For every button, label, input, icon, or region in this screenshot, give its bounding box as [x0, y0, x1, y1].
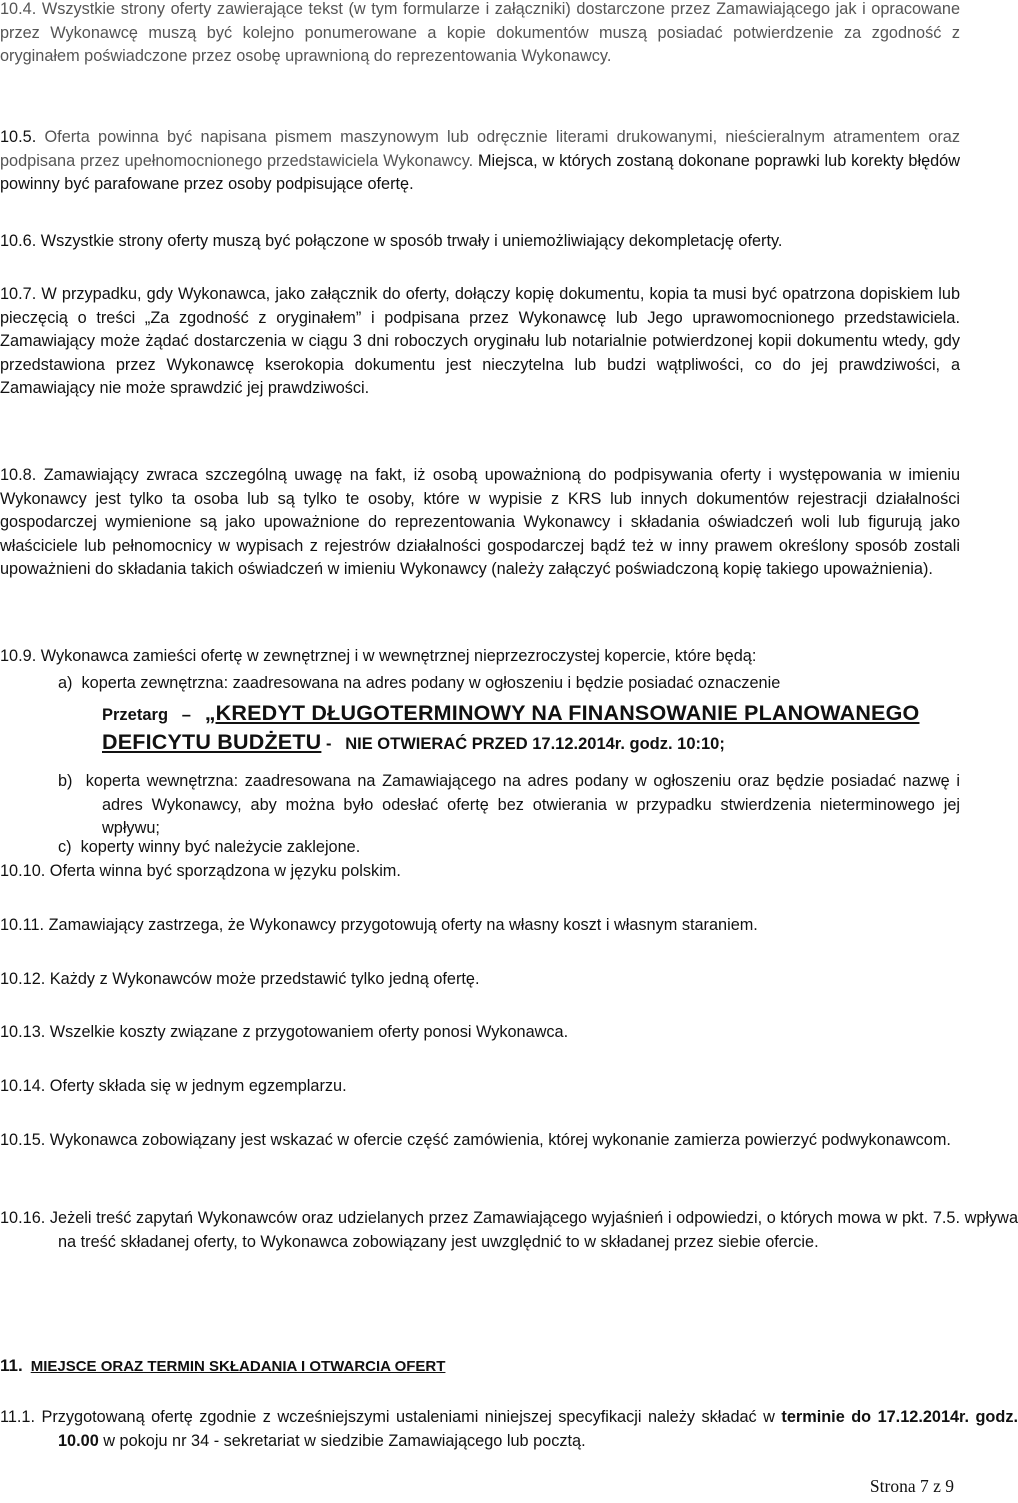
paragraph-11-1 — [0, 1406, 1018, 1453]
paragraph-text: 11.1. Przygotowaną ofertę zgodnie z wcześniejszymi ustaleniami niniejszej specyfikacji należy składać w — [0, 1408, 782, 1426]
paragraph-10-10 — [0, 860, 960, 884]
paragraph-text: Wszystkie strony oferty zawierające tekst (w tym formularze i załączniki) dostarczone przez Zamawiającego jak i opracowane przez Wykonawcę muszą być kolejno ponumerowane a kopie dokumentów muszą posiadać potwierdzenie za zgodność z oryginałem poświadczone przez osobę uprawnioną do reprezentowania Wykonawcy. — [0, 0, 961, 66]
paragraph-10-13 — [0, 1021, 960, 1045]
page-number: Strona 7 z 9 — [869, 1476, 954, 1496]
list-item-b — [58, 770, 960, 841]
paragraph-text: 10.16. Jeżeli treść zapytań Wykonawców oraz udzielanych przez Zamawiającego wyjaśnień i odpowiedzi, o których mowa w pkt. 7.5. wpływa na treść składanej oferty, to Wykonawca zobowiązany jest uwzględnić to w składanej przez siebie ofercie. — [0, 1209, 1018, 1251]
paragraph-text: 10.11. Zamawiający zastrzega, że Wykonawcy przygotowują oferty na własny koszt i własnym staraniem. — [0, 916, 758, 934]
section-title: MIEJSCE ORAZ TERMIN SKŁADANIA I OTWARCIA OFERT — [30, 1358, 446, 1375]
list-item-text: b) koperta wewnętrzna: zaadresowana na Zamawiającego na adres podany w ogłoszeniu oraz będzie posiadać nazwę i adres Wykonawcy, aby można było odesłać ofertę bez otwierania w przypadku stwierdzenia nieterminowego jej wpływu; — [58, 772, 960, 838]
paragraph-text: 10.14. Oferty składa się w jednym egzemplarzu. — [0, 1077, 347, 1095]
paragraph-10-16 — [0, 1207, 1018, 1254]
paragraph-text: Oferta powinna być napisana pismem maszynowym lub odręcznie literami drukowanymi, nieścieralnym atramentem oraz podpisana przez upełnomocnionego przedstawiciela Wykonawcy. — [0, 128, 960, 170]
list-item-text: c) koperty winny być należycie zaklejone. — [58, 838, 361, 856]
section-heading-11 — [0, 1354, 445, 1379]
paragraph-text: W przypadku, gdy Wykonawca, jako załącznik do oferty, dołączy kopię dokumentu, kopia ta musi być opatrzona dopiskiem lub pieczęcią o treści „Za zgodność z oryginałem” i podpisana przez Wykonawcę lub Jego uprawomocnionego przedstawiciela. — [0, 285, 960, 327]
paragraph-10-8 — [0, 464, 960, 582]
paragraph-text-continued: Zamawiający może żądać dostarczenia w ciągu 3 dni roboczych oryginału lub notarialnie potwierdzonej kopii dokumentu wtedy, gdy przedstawiona przez Wykonawcę kserokopia dokumentu jest nieczytelna lub budzi wątpliwości, co do jej prawdziwości, a Zamawiający nie może sprawdzić jej prawdziwości. — [0, 332, 960, 398]
marking-prefix: Przetarg – — [102, 706, 205, 724]
marking-title: „KREDYT DŁUGOTERMINOWY NA FINANSOWANIE PLANOWANEGO DEFICYTU BUDŻETU — [102, 701, 920, 754]
paragraph-text-continued: Miejsca, w których zostaną dokonane poprawki lub korekty błędów powinny być parafowane przez osoby podpisujące ofertę. — [0, 151, 960, 194]
section-number: 11. — [0, 1356, 23, 1375]
list-item-c — [58, 836, 960, 860]
paragraph-10-6 — [0, 230, 960, 254]
list-item-text: a) koperta zewnętrzna: zaadresowana na adres podany w ogłoszeniu i będzie posiadać oznaczenie — [58, 674, 781, 692]
paragraph-10-11 — [0, 914, 960, 938]
deadline-text: terminie do 17.12.2014r. godz. 10.00 — [58, 1408, 1018, 1450]
paragraph-number: 10.6. — [0, 232, 37, 250]
paragraph-10-7 — [0, 283, 960, 401]
paragraph-text: Wykonawca zamieści ofertę w zewnętrznej i w wewnętrznej nieprzezroczystej kopercie, które będą: — [40, 647, 757, 665]
paragraph-number: 10.7. — [0, 285, 37, 303]
paragraph-text: 10.12. Każdy z Wykonawców może przedstawić tylko jedną ofertę. — [0, 970, 480, 988]
paragraph-text: Wszystkie strony oferty muszą być połączone w sposób trwały i uniemożliwiający dekompletację oferty. — [40, 232, 783, 250]
envelope-marking — [102, 700, 960, 758]
paragraph-text: 10.15. Wykonawca zobowiązany jest wskazać w ofercie część zamówienia, której wykonanie zamierza powierzyć podwykonawcom. — [0, 1131, 951, 1149]
paragraph-text: Zamawiający zwraca szczególną uwagę na fakt, iż osobą upoważnioną do podpisywania oferty i występowania w imieniu Wykonawcy jest tylko ta osoba lub są tylko te osoby, które w wypisie z KRS lub innych dokumentów rejestracji działalności gospodarczej wymienione są jako upoważnione do reprezentowania Wykonawcy i składania oświadczeń woli lub figurują jako właściciele lub pełnomocnicy w wypisach z rejestrów działalności gospodarczej bądź też w inny prawem określony sposób zostali upoważnieni do składania takich oświadczeń w imieniu Wykonawcy (należy załączyć poświadczoną kopię takiego upoważnienia). — [0, 466, 960, 579]
paragraph-number: 10.9. — [0, 647, 37, 665]
paragraph-text: 10.13. Wszelkie koszty związane z przygotowaniem oferty ponosi Wykonawca. — [0, 1023, 569, 1041]
paragraph-text: 10.10. Oferta winna być sporządzona w języku polskim. — [0, 862, 401, 880]
paragraph-10-15 — [0, 1129, 1018, 1153]
paragraph-text-continued: w pokoju nr 34 - sekretariat w siedzibie Zamawiającego lub pocztą. — [98, 1431, 586, 1450]
paragraph-10-14 — [0, 1075, 960, 1099]
list-item-a — [58, 672, 960, 696]
paragraph-10-9 — [0, 645, 960, 669]
paragraph-number: 10.8. — [0, 466, 37, 484]
paragraph-10-4 — [0, 0, 960, 69]
paragraph-10-12 — [0, 968, 960, 992]
paragraph-number: 10.4. — [0, 0, 37, 18]
paragraph-10-5 — [0, 126, 960, 197]
paragraph-number: 10.5. — [0, 128, 37, 146]
marking-suffix: - NIE OTWIERAĆ PRZED 17.12.2014r. godz. 10:10; — [321, 735, 725, 753]
